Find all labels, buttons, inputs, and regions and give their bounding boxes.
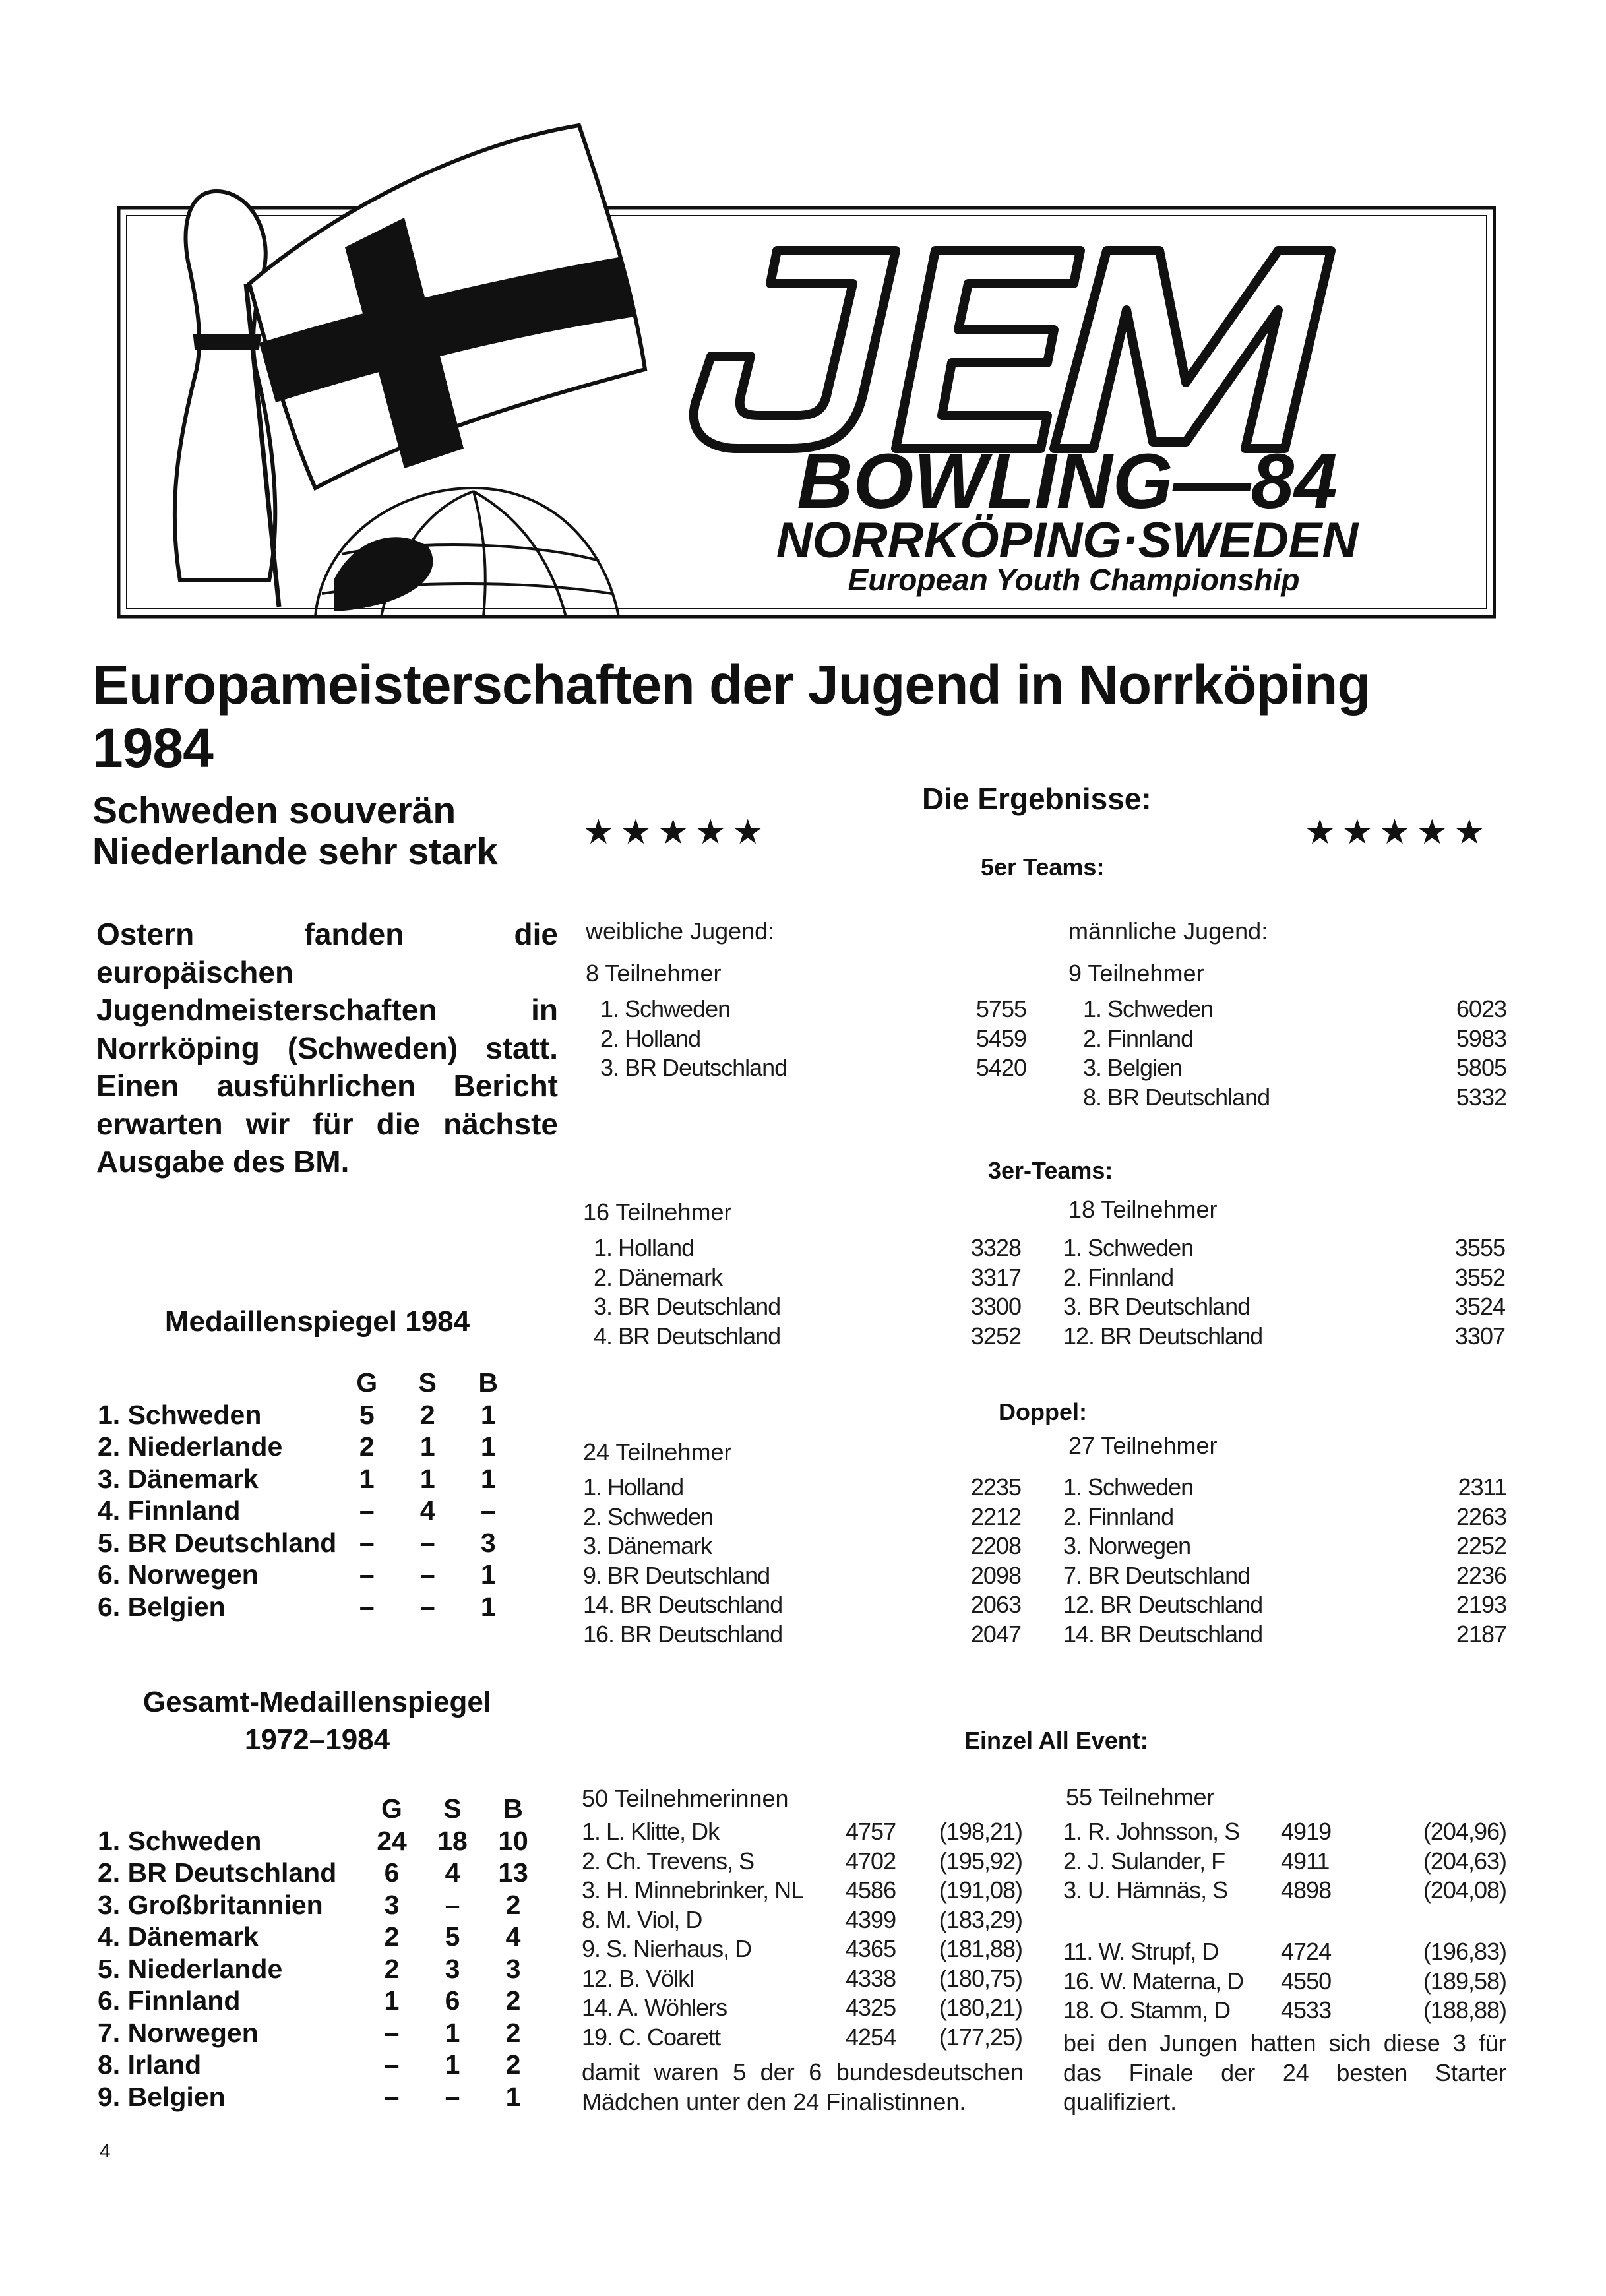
medal-header: G <box>381 1793 402 1824</box>
result-row <box>582 1906 1022 1935</box>
result-name: 2. Finnland <box>1063 1503 1174 1530</box>
medal-country: 5. BR Deutschland <box>98 1527 337 1558</box>
logo-line2: NORRKÖPING·SWEDEN <box>776 512 1359 569</box>
result-name: 8. M. Viol, D <box>582 1906 702 1933</box>
results-einzel-men-german <box>1063 1937 1506 2026</box>
medal-header: S <box>443 1793 462 1824</box>
result-row <box>600 1053 1026 1083</box>
medals-total-title <box>96 1683 538 1758</box>
result-name: 2. Holland <box>600 1024 701 1052</box>
medal-count: – <box>359 1495 375 1526</box>
result-average: (204,63) <box>1423 1847 1506 1875</box>
count: 50 Teilnehmerinnen <box>582 1785 789 1812</box>
medal-count: 3 <box>505 1953 521 1984</box>
medal-count: 1 <box>419 1431 435 1462</box>
medal-country: 3. Dänemark <box>98 1463 259 1494</box>
medal-count: 2 <box>505 1985 521 2016</box>
medal-count: 1 <box>480 1559 496 1590</box>
medal-count: – <box>419 1559 435 1590</box>
result-name: 16. BR Deutschland <box>583 1620 783 1648</box>
medal-country: 2. Niederlande <box>98 1431 283 1462</box>
medals-total-title-line1: Gesamt-Medaillenspiegel <box>142 1686 492 1718</box>
result-average: (195,92) <box>939 1847 1022 1875</box>
result-score: 4365 <box>846 1935 896 1962</box>
result-name: 19. C. Coarett <box>582 2023 721 2051</box>
result-name: 3. U. Hämnäs, S <box>1063 1877 1228 1904</box>
medal-header: B <box>478 1367 499 1398</box>
result-score: 4533 <box>1281 1997 1332 2024</box>
result-row <box>594 1292 1021 1322</box>
results-5er-men <box>1083 995 1506 1112</box>
count: 55 Teilnehmer <box>1066 1784 1215 1811</box>
result-name: 2. J. Sulander, F <box>1063 1847 1225 1875</box>
count: 16 Teilnehmer <box>583 1198 732 1226</box>
bowling-pin-icon <box>175 191 275 580</box>
medal-count: 18 <box>437 1825 468 1856</box>
medal-header-row <box>98 1793 543 1825</box>
result-name: 14. BR Deutschland <box>583 1591 783 1618</box>
result-name: 8. BR Deutschland <box>1083 1083 1270 1111</box>
result-row <box>582 1876 1022 1906</box>
title-line2: 1984 <box>92 717 213 779</box>
result-score: 2063 <box>970 1591 1021 1618</box>
result-average: (189,58) <box>1423 1967 1506 1995</box>
result-score: 5983 <box>1456 1024 1506 1052</box>
medal-count: 24 <box>377 1825 407 1856</box>
result-score: 4919 <box>1281 1818 1332 1845</box>
medal-count: 4 <box>505 1921 521 1952</box>
medal-row <box>98 1463 518 1495</box>
result-score: 2263 <box>1456 1503 1506 1530</box>
note-women: damit waren 5 der 6 bundesdeutschen Mädchen unter den 24 Finalistinnen. <box>582 2059 1024 2115</box>
result-row <box>1063 1233 1505 1263</box>
medal-count: 3 <box>384 1889 400 1920</box>
medal-count: – <box>359 1527 375 1558</box>
jem-lettering <box>694 251 1331 449</box>
spacer <box>98 1367 336 1399</box>
medal-header: G <box>356 1367 378 1398</box>
medal-count: 2 <box>419 1399 435 1430</box>
result-row <box>1063 1967 1506 1997</box>
medal-row <box>98 1825 543 1857</box>
result-row <box>583 1473 1021 1503</box>
result-score: 5755 <box>975 995 1026 1022</box>
result-row <box>600 995 1026 1024</box>
medal-country: 2. BR Deutschland <box>98 1857 337 1888</box>
result-score: 2208 <box>970 1532 1021 1559</box>
medal-count: – <box>384 2049 400 2080</box>
result-name: 1. R. Johnsson, S <box>1063 1818 1240 1845</box>
medal-country: 4. Dänemark <box>98 1921 259 1952</box>
label-women: weibliche Jugend: <box>586 917 775 945</box>
result-score: 2235 <box>970 1474 1021 1501</box>
medal-count: 2 <box>505 2049 521 2080</box>
result-row <box>1063 1847 1506 1877</box>
medal-count: – <box>445 2081 460 2112</box>
section-doppel: Doppel: <box>999 1398 1087 1425</box>
medal-count: – <box>445 1889 460 1920</box>
medal-count: 2 <box>384 1953 400 1984</box>
result-name: 3. Norwegen <box>1063 1532 1191 1559</box>
result-score: 2252 <box>1456 1532 1506 1559</box>
article-title <box>92 653 1371 780</box>
medals-1984-title: Medaillenspiegel 1984 <box>164 1305 470 1338</box>
result-row <box>1063 1590 1506 1620</box>
result-score: 3307 <box>1454 1322 1505 1350</box>
count: 24 Teilnehmer <box>583 1439 732 1466</box>
section-einzel-all-event: Einzel All Event: <box>964 1727 1148 1754</box>
results-5er-women <box>600 995 1026 1083</box>
result-score: 4325 <box>846 1994 896 2021</box>
result-row <box>582 2023 1022 2053</box>
result-name: 2. Finnland <box>1083 1024 1194 1052</box>
result-row <box>1063 1292 1505 1322</box>
result-row <box>583 1590 1021 1620</box>
result-average: (188,88) <box>1423 1997 1506 2024</box>
result-name: 2. Dänemark <box>594 1263 723 1291</box>
note-men: bei den Jungen hatten sich diese 3 für das Finale der 24 besten Starter qualifiziert. <box>1063 2030 1506 2115</box>
result-score: 3555 <box>1454 1234 1505 1261</box>
result-name: 1. Schweden <box>1063 1234 1194 1261</box>
jem-bowling-84-logo <box>117 119 1496 623</box>
result-name: 11. W. Strupf, D <box>1063 1938 1219 1965</box>
result-score: 3328 <box>970 1234 1021 1261</box>
medal-row <box>98 1527 518 1559</box>
medal-count: 1 <box>480 1431 496 1462</box>
result-row <box>1063 1996 1506 2026</box>
logo-line1: BOWLING—84 <box>797 438 1338 525</box>
result-score: 3524 <box>1454 1293 1505 1320</box>
medal-country: 7. Norwegen <box>98 2017 259 2048</box>
result-name: 9. BR Deutschland <box>583 1561 770 1589</box>
medal-row <box>98 1495 518 1527</box>
result-score: 6023 <box>1456 995 1506 1022</box>
medal-count: – <box>359 1591 375 1622</box>
result-name: 3. BR Deutschland <box>1063 1293 1251 1320</box>
result-average: (177,25) <box>939 2023 1022 2051</box>
article-subtitle <box>92 790 498 872</box>
medal-count: – <box>384 2081 400 2112</box>
result-average: (204,96) <box>1423 1818 1506 1845</box>
results-doppel-women <box>583 1473 1021 1649</box>
medal-row <box>98 1591 518 1623</box>
result-row <box>582 1935 1022 1964</box>
result-name: 4. BR Deutschland <box>594 1322 781 1350</box>
result-score: 5459 <box>975 1024 1026 1052</box>
result-name: 14. A. Wöhlers <box>582 1994 727 2021</box>
result-score: 4399 <box>846 1906 896 1933</box>
medal-count: 2 <box>384 1921 400 1952</box>
result-name: 12. BR Deutschland <box>1063 1591 1263 1618</box>
stars-left: ★★★★★ <box>583 813 770 852</box>
result-row <box>600 1024 1026 1054</box>
result-name: 1. L. Klitte, Dk <box>582 1818 720 1845</box>
result-score: 2193 <box>1456 1591 1506 1618</box>
result-row <box>583 1503 1021 1532</box>
medal-count: 1 <box>505 2081 521 2112</box>
results-heading: Die Ergebnisse: <box>922 782 1152 816</box>
medal-count: 3 <box>445 1953 460 1984</box>
medal-country: 4. Finnland <box>98 1495 241 1526</box>
result-score: 2236 <box>1456 1561 1506 1589</box>
result-name: 18. O. Stamm, D <box>1063 1997 1231 2024</box>
result-score: 2187 <box>1456 1620 1506 1648</box>
result-average: (181,88) <box>939 1935 1022 1962</box>
result-row <box>1063 1473 1506 1503</box>
result-score: 2212 <box>970 1503 1021 1530</box>
medal-country: 3. Großbritannien <box>98 1889 323 1920</box>
medal-header: B <box>503 1793 523 1824</box>
result-row <box>1083 1024 1506 1054</box>
result-average: (198,21) <box>939 1818 1022 1845</box>
medal-count: 10 <box>498 1825 528 1856</box>
result-average: (183,29) <box>939 1906 1022 1933</box>
result-name: 7. BR Deutschland <box>1063 1561 1251 1589</box>
result-name: 1. Schweden <box>1063 1474 1194 1501</box>
result-score: 5420 <box>975 1054 1026 1081</box>
medal-row <box>98 1889 543 1921</box>
medal-count: – <box>359 1559 375 1590</box>
medal-count: 1 <box>480 1463 496 1494</box>
medal-count: 1 <box>359 1463 375 1494</box>
result-score: 4338 <box>846 1964 896 1992</box>
medal-row <box>98 1559 518 1591</box>
page-number: 4 <box>100 2140 111 2162</box>
medal-count: 1 <box>419 1463 435 1494</box>
count: 18 Teilnehmer <box>1068 1196 1218 1223</box>
results-einzel-men-top <box>1063 1817 1506 1906</box>
section-3er-teams: 3er-Teams: <box>988 1157 1113 1184</box>
medal-country: 9. Belgien <box>98 2081 226 2112</box>
logo-line3: European Youth Championship <box>848 563 1300 597</box>
label-men: männliche Jugend: <box>1068 917 1268 945</box>
results-doppel-men <box>1063 1473 1506 1649</box>
medal-count: 5 <box>359 1399 375 1430</box>
result-name: 1. Holland <box>583 1474 684 1501</box>
result-name: 3. Dänemark <box>583 1532 712 1559</box>
medal-count: 1 <box>445 2049 460 2080</box>
result-row <box>583 1620 1021 1650</box>
result-average: (191,08) <box>939 1877 1022 1904</box>
result-row <box>1083 1053 1506 1083</box>
result-score: 4702 <box>846 1847 896 1875</box>
medal-country: 6. Belgien <box>98 1591 226 1622</box>
medal-row <box>98 2017 543 2049</box>
result-score: 4586 <box>846 1877 896 1904</box>
result-row <box>1063 1561 1506 1591</box>
medal-header: S <box>418 1367 437 1398</box>
result-name: 12. B. Völkl <box>582 1964 695 1992</box>
medal-count: 13 <box>498 1857 528 1888</box>
intro-paragraph: Ostern fanden die europäischen Jugendmeisterschaften in Norrköping (Schweden) statt. Einen ausführlichen Bericht erwarten wir für die nächste Ausgabe des BM. <box>96 917 558 1179</box>
medal-count: 2 <box>505 2017 521 2048</box>
result-score: 4911 <box>1281 1847 1330 1875</box>
result-row <box>1063 1876 1506 1906</box>
medal-count: 5 <box>445 1921 460 1952</box>
medals-total-title-line2: 1972–1984 <box>244 1723 390 1756</box>
result-row <box>1063 1322 1505 1351</box>
medal-count: 6 <box>384 1857 400 1888</box>
result-name: 2. Finnland <box>1063 1263 1174 1291</box>
result-name: 3. Belgien <box>1083 1054 1183 1081</box>
stars-right: ★★★★★ <box>1305 813 1492 852</box>
result-row <box>582 1964 1022 1994</box>
count: 9 Teilnehmer <box>1068 960 1204 987</box>
result-name: 14. BR Deutschland <box>1063 1620 1263 1648</box>
result-name: 16. W. Materna, D <box>1063 1967 1244 1995</box>
result-row <box>594 1263 1021 1293</box>
medal-count: 4 <box>445 1857 460 1888</box>
result-score: 3552 <box>1454 1263 1505 1291</box>
count: 8 Teilnehmer <box>586 960 722 987</box>
result-row <box>1083 1083 1506 1113</box>
medal-count: – <box>480 1495 496 1526</box>
result-row <box>582 1817 1022 1847</box>
results-einzel-women <box>582 1817 1022 2052</box>
medals-total-table <box>98 1793 543 2113</box>
result-score: 2098 <box>970 1561 1021 1589</box>
medal-country: 6. Norwegen <box>98 1559 259 1590</box>
result-row <box>1063 1937 1506 1967</box>
results-3er-women <box>594 1233 1021 1351</box>
results-3er-men <box>1063 1233 1505 1351</box>
result-score: 3252 <box>970 1322 1021 1350</box>
result-row <box>583 1532 1021 1561</box>
result-average: (196,83) <box>1423 1938 1506 1965</box>
result-name: 1. Schweden <box>1083 995 1214 1022</box>
medal-count: 1 <box>445 2017 460 2048</box>
result-average: (180,75) <box>939 1964 1022 1992</box>
result-name: 12. BR Deutschland <box>1063 1322 1263 1350</box>
result-name: 3. BR Deutschland <box>600 1054 788 1081</box>
subtitle-line1: Schweden souverän <box>92 790 456 832</box>
medal-country: 1. Schweden <box>98 1399 262 1430</box>
medal-row <box>98 2049 543 2081</box>
medal-row <box>98 1431 518 1463</box>
result-score: 4757 <box>846 1818 896 1845</box>
medal-country: 6. Finnland <box>98 1985 241 2016</box>
result-row <box>594 1322 1021 1351</box>
medal-count: 1 <box>480 1399 496 1430</box>
medal-row <box>98 1921 543 1953</box>
medal-country: 5. Niederlande <box>98 1953 283 1984</box>
spacer <box>98 1793 361 1825</box>
medal-country: 8. Irland <box>98 2049 202 2080</box>
medal-count: 2 <box>505 1889 521 1920</box>
medal-count: 4 <box>419 1495 435 1526</box>
subtitle-line2: Niederlande sehr stark <box>92 830 498 873</box>
result-score: 4550 <box>1281 1967 1332 1995</box>
section-5er-teams: 5er Teams: <box>981 853 1105 881</box>
result-row <box>1063 1503 1506 1532</box>
result-name: 1. Schweden <box>600 995 731 1022</box>
result-score: 5332 <box>1456 1083 1506 1111</box>
medal-count: 6 <box>445 1985 460 2016</box>
result-score: 3300 <box>970 1293 1021 1320</box>
result-row <box>582 1993 1022 2023</box>
result-name: 2. Ch. Trevens, S <box>582 1847 755 1875</box>
result-row <box>1083 995 1506 1024</box>
title-line1: Europameisterschaften der Jugend in Norrköping <box>92 654 1371 716</box>
result-row <box>1063 1620 1506 1650</box>
medal-count: – <box>419 1527 435 1558</box>
globe-icon <box>315 488 619 617</box>
medal-row <box>98 2081 543 2113</box>
result-score: 3317 <box>970 1263 1021 1291</box>
count: 27 Teilnehmer <box>1068 1432 1218 1459</box>
result-score: 4898 <box>1281 1877 1332 1904</box>
medal-count: – <box>384 2017 400 2048</box>
result-average: (204,08) <box>1423 1877 1506 1904</box>
result-row <box>582 1847 1022 1877</box>
medal-row <box>98 1399 518 1431</box>
medal-count: 1 <box>384 1985 400 2016</box>
result-row <box>1063 1817 1506 1847</box>
result-name: 3. H. Minnebrinker, NL <box>582 1877 804 1904</box>
result-average: (180,21) <box>939 1994 1022 2021</box>
result-row <box>1063 1532 1506 1561</box>
result-row <box>594 1233 1021 1263</box>
medal-header-row <box>98 1367 518 1399</box>
medal-row <box>98 1953 543 1985</box>
result-name: 3. BR Deutschland <box>594 1293 781 1320</box>
result-row <box>1063 1263 1505 1293</box>
medal-count: – <box>419 1591 435 1622</box>
result-name: 2. Schweden <box>583 1503 714 1530</box>
medals-1984-table <box>98 1367 518 1623</box>
result-row <box>583 1561 1021 1591</box>
medal-row <box>98 1985 543 2017</box>
medal-count: 1 <box>480 1591 496 1622</box>
finnish-flag-icon <box>246 125 645 607</box>
result-score: 2047 <box>970 1620 1021 1648</box>
result-score: 5805 <box>1456 1054 1506 1081</box>
medal-row <box>98 1857 543 1889</box>
result-score: 4724 <box>1281 1938 1332 1965</box>
result-name: 9. S. Nierhaus, D <box>582 1935 752 1962</box>
result-score: 2311 <box>1458 1474 1506 1501</box>
medal-count: 3 <box>480 1527 496 1558</box>
medal-country: 1. Schweden <box>98 1825 262 1856</box>
medal-count: 2 <box>359 1431 375 1462</box>
result-score: 4254 <box>846 2023 896 2051</box>
result-name: 1. Holland <box>594 1234 695 1261</box>
